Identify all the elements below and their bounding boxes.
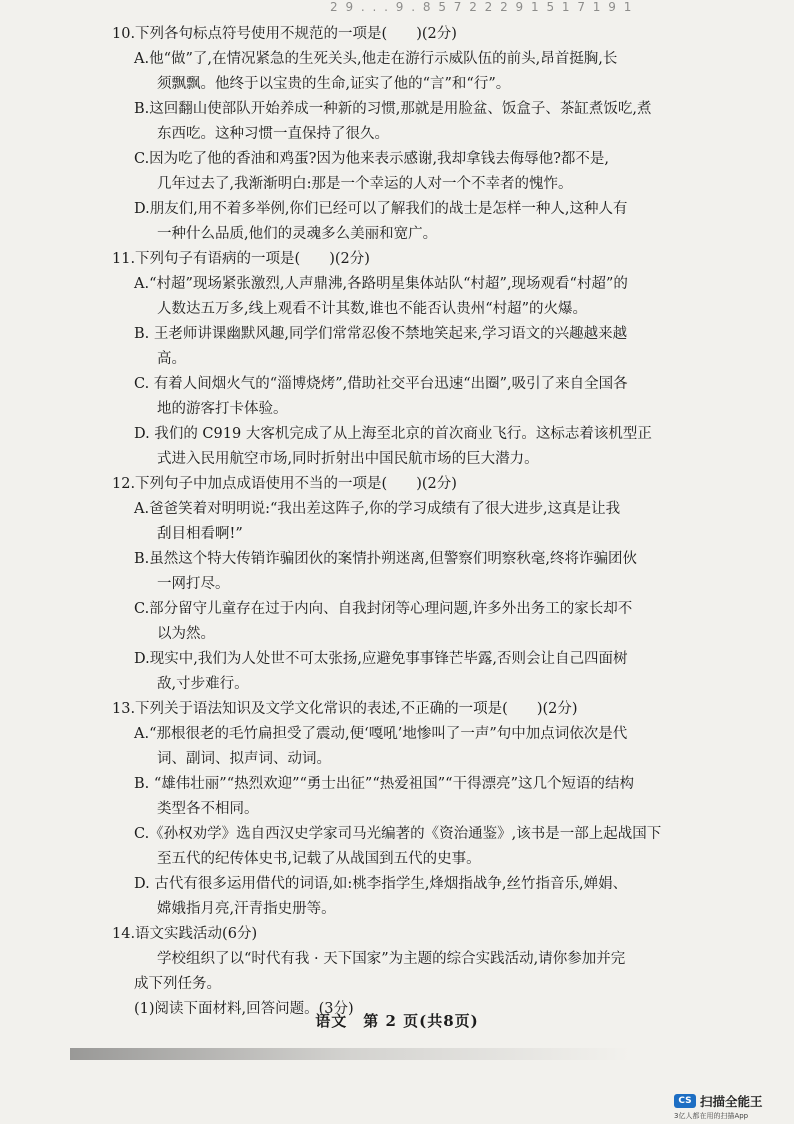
question-14 [112,922,712,1022]
option-d: D. 古代有很多运用借代的词语,如:桃李指学生,烽烟指战争,丝竹指音乐,婵娟、 [134,876,628,892]
camscanner-logo-icon: CS [674,1094,696,1108]
option-d-cont: 一种什么品质,他们的灵魂多么美丽和宽广。 [157,226,438,242]
option-c-cont: 地的游客打卡体验。 [157,401,288,417]
option-a-cont: 须飘飘。他终于以宝贵的生命,证实了他的“言”和“行”。 [157,76,511,92]
option-b-cont: 类型各不相同。 [157,801,259,817]
option-d-cont: 嫦娥指月亮,汗青指史册等。 [157,901,336,917]
option-a: A.爸爸笑着对明明说:“我出差这阵子,你的学习成绩有了很大进步,这真是让我 [134,501,621,517]
option-a-cont: 人数达五万多,线上观看不计其数,谁也不能否认贵州“村超”的火爆。 [157,301,588,317]
option-b: B.这回翻山使部队开始养成一种新的习惯,那就是用脸盆、饭盒子、茶缸煮饭吃,煮 [134,101,652,117]
option-d: D.现实中,我们为人处世不可太张扬,应避免事事锋芒毕露,否则会让自己四面树 [134,651,628,667]
option-a: A.“那根很老的毛竹扁担受了震动,便‘嘎吼’地惨叫了一声”句中加点词依次是代 [134,726,628,742]
page-footer: 语文 第 2 页(共8页) [315,1012,479,1030]
option-a-cont: 词、副词、拟声词、动词。 [157,751,331,767]
option-c: C. 有着人间烟火气的“淄博烧烤”,借助社交平台迅速“出圈”,吸引了来自全国各 [134,376,628,392]
watermark-name: 扫描全能王 [700,1094,763,1109]
option-c: C.部分留守儿童存在过于内向、自我封闭等心理问题,许多外出务工的家长却不 [134,601,633,617]
option-c-cont: 至五代的纪传体史书,记载了从战国到五代的史事。 [157,851,481,867]
option-b: B. “雄伟壮丽”“热烈欢迎”“勇士出征”“热爱祖国”“干得漂亮”这几个短语的结构 [134,776,634,792]
option-b: B.虽然这个特大传销诈骗团伙的案情扑朔迷离,但警察们明察秋毫,终将诈骗团伙 [134,551,637,567]
option-a: A.“村超”现场紧张激烈,人声鼎沸,各路明星集体站队“村超”,现场观看“村超”的 [134,276,628,292]
question-stem: 11.下列句子有语病的一项是( )(2分) [112,251,370,267]
option-b: B. 王老师讲课幽默风趣,同学们常常忍俊不禁地笑起来,学习语文的兴趣越来越 [134,326,628,342]
option-c-cont: 几年过去了,我渐渐明白:那是一个幸运的人对一个不幸者的愧怍。 [157,176,573,192]
question-stem: 13.下列关于语法知识及文学文化常识的表述,不正确的一项是( )(2分) [112,701,578,717]
scanner-watermark [674,1092,786,1120]
option-b-cont: 一网打尽。 [157,576,230,592]
option-a: A.他“做”了,在情况紧急的生死关头,他走在游行示威队伍的前头,昂首挺胸,长 [134,51,618,67]
question-13 [112,697,712,922]
scan-edge-fragment: 2 9 . . . 9 . 8 5 7 2 2 2 9 1 5 1 7 1 9 1 [330,0,634,14]
task-intro-cont: 成下列任务。 [134,976,221,992]
option-c-cont: 以为然。 [157,626,215,642]
option-b-cont: 高。 [157,351,186,367]
option-c: C.《孙权劝学》选自西汉史学家司马光编著的《资治通鉴》,该书是一部上起战国下 [134,826,662,842]
option-c: C.因为吃了他的香油和鸡蛋?因为他来表示感谢,我却拿钱去侮辱他?都不是, [134,151,609,167]
question-10 [112,22,712,247]
option-a-cont: 刮目相看啊!” [157,526,243,542]
option-b-cont: 东西吃。这种习惯一直保持了很久。 [157,126,389,142]
option-d-cont: 式进入民用航空市场,同时折射出中国民航市场的巨大潜力。 [157,451,539,467]
question-12 [112,472,712,697]
question-stem: 14.语文实践活动(6分) [112,926,258,942]
question-11 [112,247,712,472]
option-d: D.朋友们,用不着多举例,你们已经可以了解我们的战士是怎样一种人,这种人有 [134,201,628,217]
option-d-cont: 敌,寸步难行。 [157,676,249,692]
sub-question-1: (1)阅读下面材料,回答问题。(3分) [134,1001,354,1017]
question-stem: 12.下列句子中加点成语使用不当的一项是( )(2分) [112,476,457,492]
watermark-tagline: 3亿人都在用的扫描App [674,1112,749,1120]
scan-edge-shadow [70,1048,630,1060]
exam-page [0,22,794,1022]
task-intro: 学校组织了以“时代有我 · 天下国家”为主题的综合实践活动,请你参加并完 [157,951,626,967]
option-d: D. 我们的 C919 大客机完成了从上海至北京的首次商业飞行。这标志着该机型正 [134,426,652,442]
question-stem: 10.下列各句标点符号使用不规范的一项是( )(2分) [112,26,457,42]
